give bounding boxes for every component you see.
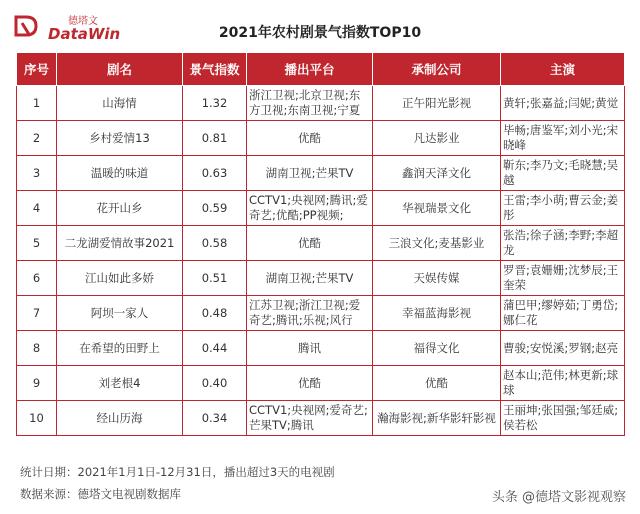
cell-rank: 8 xyxy=(17,331,57,366)
header-index: 景气指数 xyxy=(183,53,247,86)
table-row xyxy=(17,296,625,331)
cell-cast: 黄轩;张嘉益;闫妮;黄觉 xyxy=(501,86,625,121)
cell-rank: 3 xyxy=(17,156,57,191)
cell-platform: 湖南卫视;芒果TV xyxy=(247,156,373,191)
table-row xyxy=(17,331,625,366)
cell-producer: 三浪文化;麦基影业 xyxy=(373,226,501,261)
ranking-table xyxy=(16,52,625,436)
cell-drama-name: 花开山乡 xyxy=(57,191,183,226)
cell-drama-name: 刘老根4 xyxy=(57,366,183,401)
table-row xyxy=(17,121,625,156)
cell-index: 0.40 xyxy=(183,366,247,401)
cell-producer: 幸福蓝海影视 xyxy=(373,296,501,331)
table-row xyxy=(17,366,625,401)
cell-platform: 湖南卫视;芒果TV xyxy=(247,261,373,296)
cell-drama-name: 经山历海 xyxy=(57,401,183,436)
cell-producer: 凡达影业 xyxy=(373,121,501,156)
cell-index: 1.32 xyxy=(183,86,247,121)
cell-cast: 赵本山;范伟;林更新;球球 xyxy=(501,366,625,401)
cell-rank: 9 xyxy=(17,366,57,401)
cell-platform: 优酷 xyxy=(247,226,373,261)
cell-producer: 鑫润天泽文化 xyxy=(373,156,501,191)
table-row xyxy=(17,401,625,436)
cell-cast: 罗晋;袁姗姗;沈梦辰;王奎荣 xyxy=(501,261,625,296)
header-platform: 播出平台 xyxy=(247,53,373,86)
cell-drama-name: 山海情 xyxy=(57,86,183,121)
cell-platform: 优酷 xyxy=(247,121,373,156)
header-drama-name: 剧名 xyxy=(57,53,183,86)
cell-rank: 1 xyxy=(17,86,57,121)
table-row xyxy=(17,226,625,261)
cell-cast: 王雷;李小萌;曹云金;姜彤 xyxy=(501,191,625,226)
cell-cast: 毕畅;唐鉴军;刘小光;宋晓峰 xyxy=(501,121,625,156)
cell-producer: 正午阳光影视 xyxy=(373,86,501,121)
cell-platform: 腾讯 xyxy=(247,331,373,366)
cell-producer: 瀚海影视;新华影轩影视 xyxy=(373,401,501,436)
cell-index: 0.34 xyxy=(183,401,247,436)
cell-producer: 华视瑞景文化 xyxy=(373,191,501,226)
cell-cast: 张浩;徐子涵;李野;李超龙 xyxy=(501,226,625,261)
watermark: 头条 @德塔文影视观察 xyxy=(491,490,626,505)
cell-platform: 江苏卫视;浙江卫视;爱奇艺;腾讯;乐视;风行 xyxy=(247,296,373,331)
cell-cast: 靳东;李乃文;毛晓慧;吴越 xyxy=(501,156,625,191)
cell-producer: 福得文化 xyxy=(373,331,501,366)
cell-platform: CCTV1;央视网;爱奇艺;芒果TV;腾讯 xyxy=(247,401,373,436)
cell-index: 0.48 xyxy=(183,296,247,331)
cell-drama-name: 温暖的味道 xyxy=(57,156,183,191)
cell-index: 0.59 xyxy=(183,191,247,226)
cell-index: 0.44 xyxy=(183,331,247,366)
table-header-row xyxy=(17,53,625,86)
cell-rank: 5 xyxy=(17,226,57,261)
cell-drama-name: 乡村爱情13 xyxy=(57,121,183,156)
header-cast: 主演 xyxy=(501,53,625,86)
table-row xyxy=(17,86,625,121)
cell-cast: 蒲巴甲;缪婷茹;丁勇岱;娜仁花 xyxy=(501,296,625,331)
cell-drama-name: 在希望的田野上 xyxy=(57,331,183,366)
table-row xyxy=(17,261,625,296)
table-row xyxy=(17,191,625,226)
logo-en-text: DataWin xyxy=(48,25,121,43)
cell-rank: 2 xyxy=(17,121,57,156)
page-title: 2021年农村剧景气指数TOP10 xyxy=(218,25,422,41)
cell-drama-name: 阿坝一家人 xyxy=(57,296,183,331)
cell-index: 0.81 xyxy=(183,121,247,156)
logo-cn-text: 德塔文 xyxy=(68,16,98,27)
footer-stat-date: 统计日期：2021年1月1日-12月31日，播出超过3天的电视剧 xyxy=(20,465,335,479)
header-producer: 承制公司 xyxy=(373,53,501,86)
cell-rank: 4 xyxy=(17,191,57,226)
cell-rank: 7 xyxy=(17,296,57,331)
cell-cast: 曹骏;安悦溪;罗钢;赵亮 xyxy=(501,331,625,366)
cell-platform: 浙江卫视;北京卫视;东方卫视;东南卫视;宁夏 xyxy=(247,86,373,121)
table-row xyxy=(17,156,625,191)
cell-cast: 王丽坤;张国强;邹廷威;侯若松 xyxy=(501,401,625,436)
cell-index: 0.51 xyxy=(183,261,247,296)
cell-rank: 6 xyxy=(17,261,57,296)
cell-platform: CCTV1;央视网;腾讯;爱奇艺;优酷;PP视频; xyxy=(247,191,373,226)
cell-drama-name: 江山如此多娇 xyxy=(57,261,183,296)
cell-platform: 优酷 xyxy=(247,366,373,401)
header-rank: 序号 xyxy=(17,53,57,86)
cell-rank: 10 xyxy=(17,401,57,436)
cell-index: 0.58 xyxy=(183,226,247,261)
cell-producer: 天娱传媒 xyxy=(373,261,501,296)
cell-index: 0.63 xyxy=(183,156,247,191)
cell-drama-name: 二龙湖爱情故事2021 xyxy=(57,226,183,261)
cell-producer: 优酷 xyxy=(373,366,501,401)
footer-data-source: 数据来源：德塔文电视剧数据库 xyxy=(20,487,181,501)
